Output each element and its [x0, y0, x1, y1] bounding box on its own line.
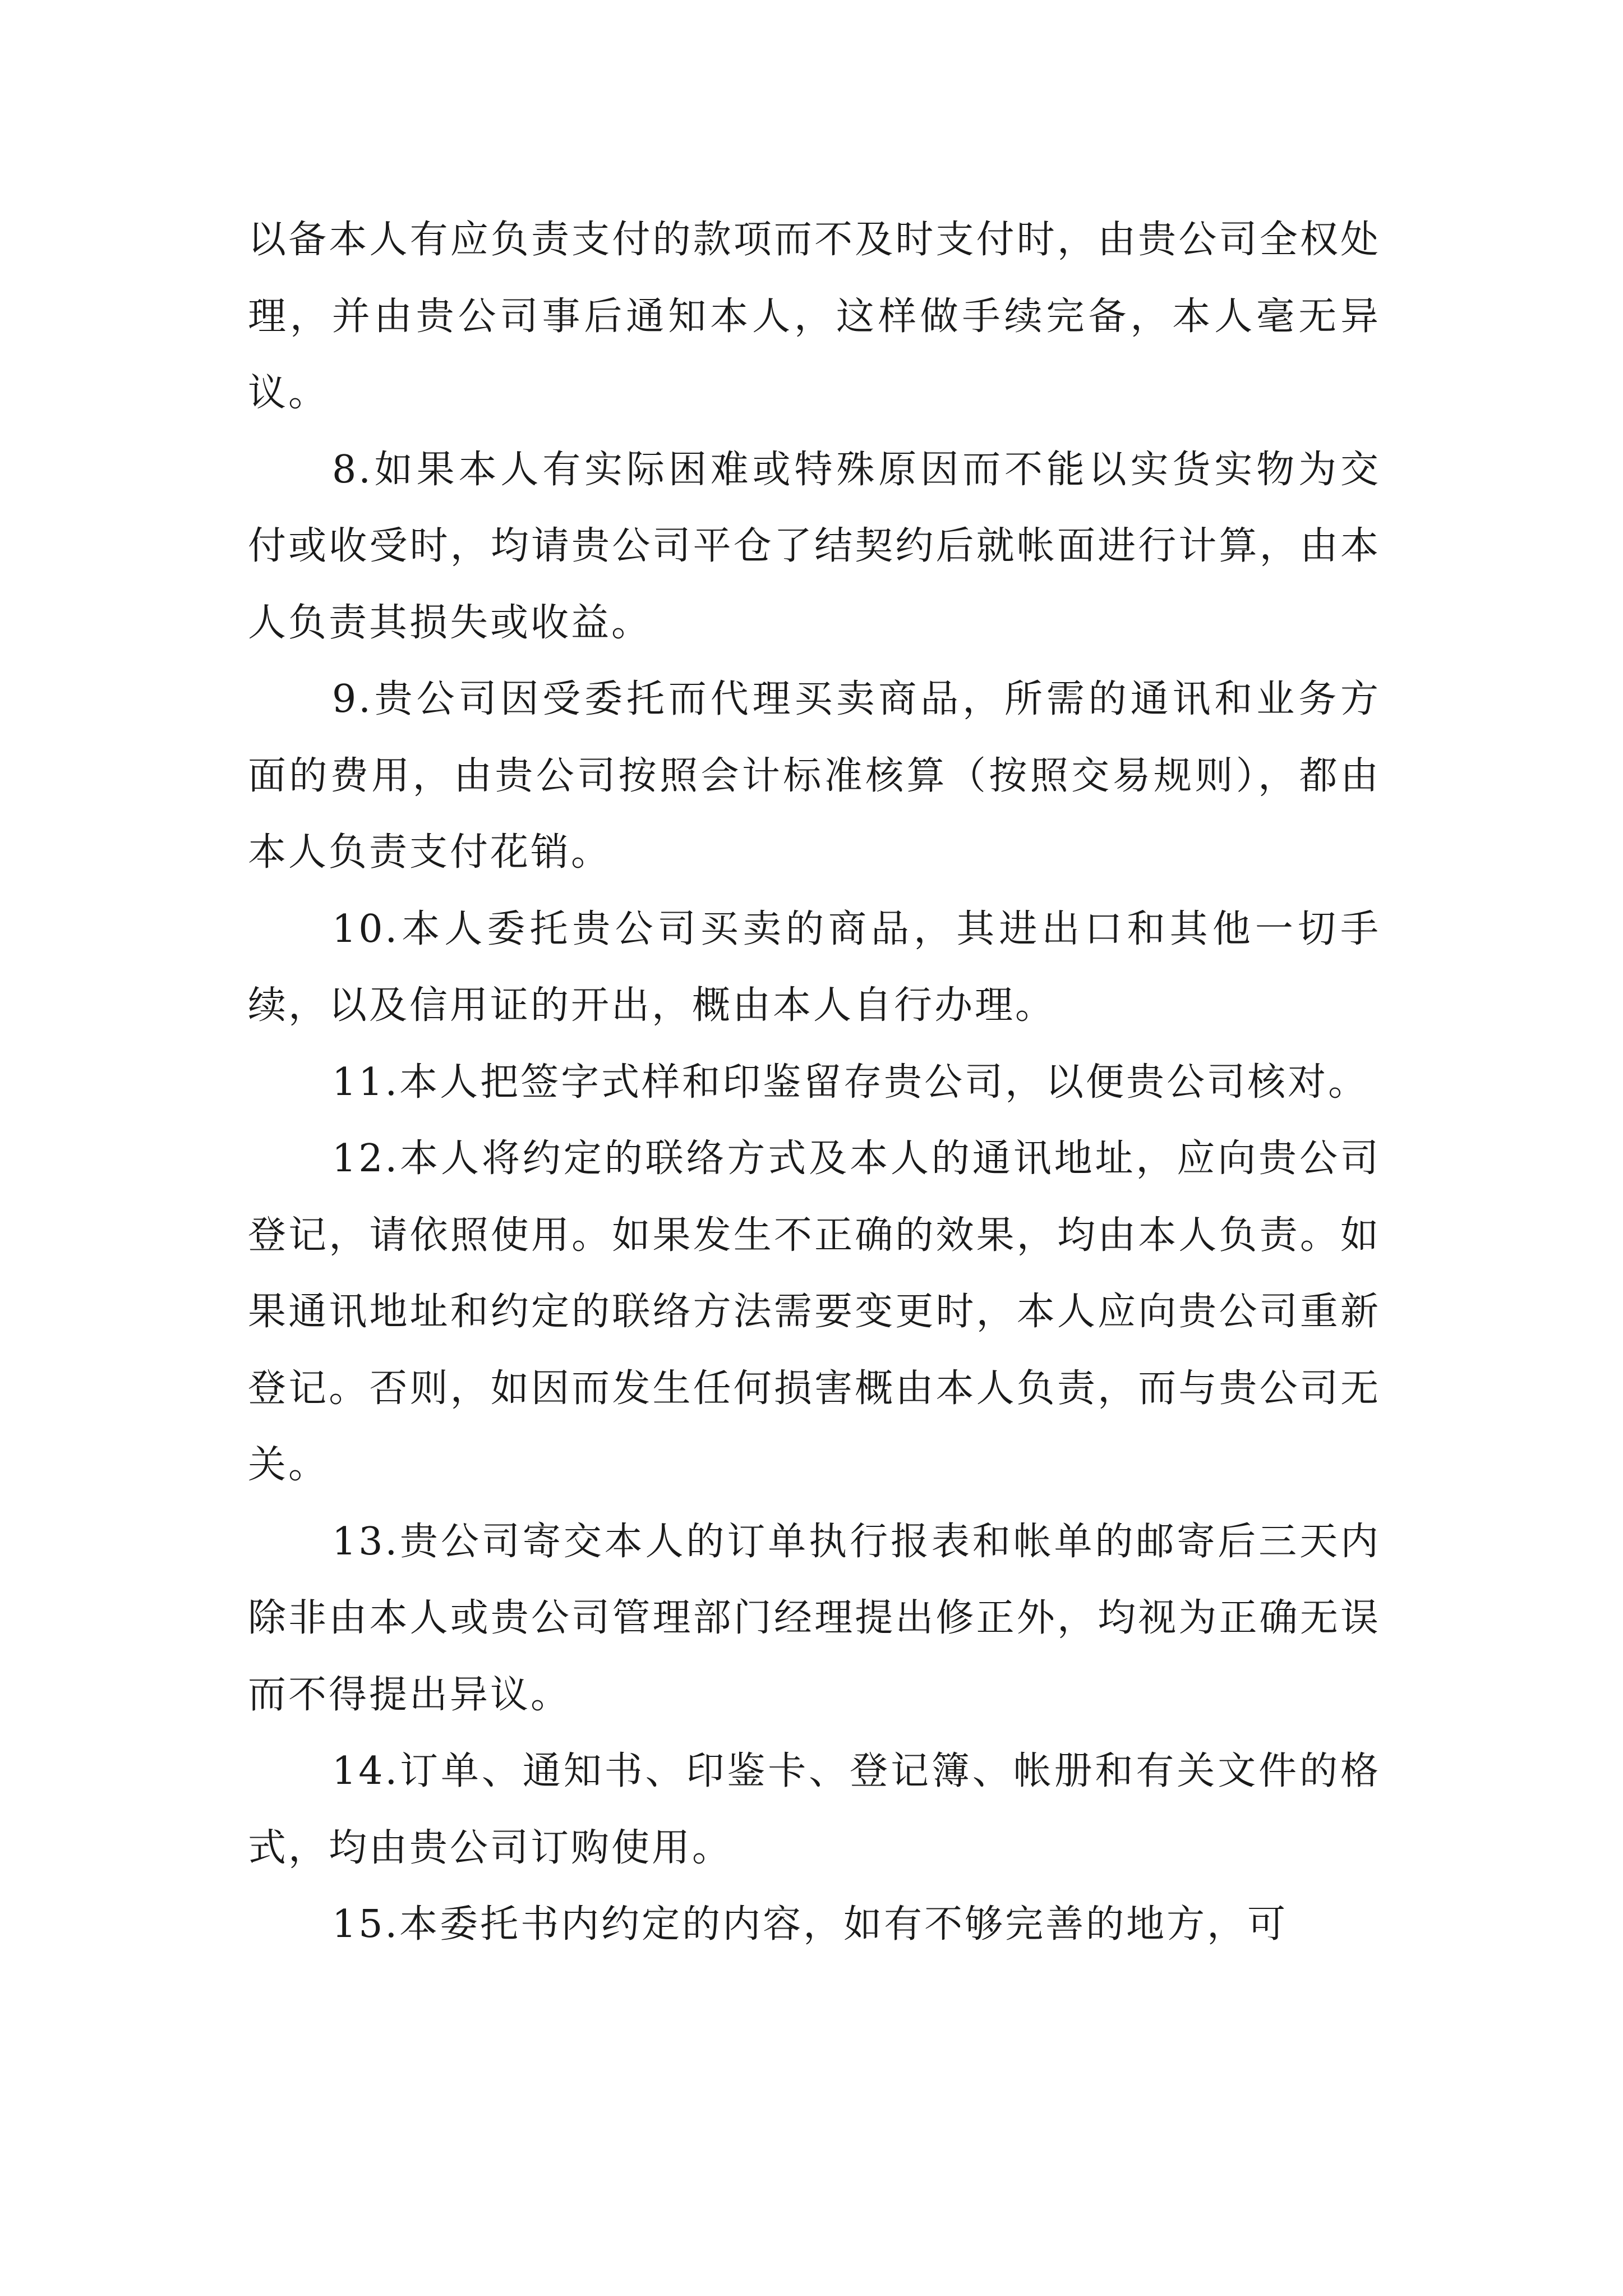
paragraph-clause-9: 9.贵公司因受委托而代理买卖商品，所需的通讯和业务方面的费用，由贵公司按照会计标准核算（按照交易规则），都由本人负责支付花销。 [248, 677, 1381, 875]
paragraph-clause-11: 11.本人把签字式样和印鉴留存贵公司，以便贵公司核对。 [332, 1060, 1369, 1105]
paragraph-clause-13: 13.贵公司寄交本人的订单执行报表和帐单的邮寄后三天内除非由本人或贵公司管理部门经理提出修正外，均视为正确无误而不得提出异议。 [248, 1519, 1381, 1717]
paragraph-continuation: 以备本人有应负责支付的款项而不及时支付时，由贵公司全权处理，并由贵公司事后通知本人，这样做手续完备，本人毫无异议。 [248, 218, 1381, 415]
paragraph-clause-10: 10.本人委托贵公司买卖的商品，其进出口和其他一切手续，以及信用证的开出，概由本人自行办理。 [248, 907, 1381, 1028]
paragraph-clause-14: 14.订单、通知书、印鉴卡、登记簿、帐册和有关文件的格式，均由贵公司订购使用。 [248, 1749, 1381, 1870]
paragraph-clause-12: 12.本人将约定的联络方式及本人的通讯地址，应向贵公司登记，请依照使用。如果发生不正确的效果，均由本人负责。如果通讯地址和约定的联络方法需要变更时，本人应向贵公司重新登记。否则，如因而发生任何损害概由本人负责，而与贵公司无关。 [248, 1137, 1381, 1487]
paragraph-clause-8: 8.如果本人有实际困难或特殊原因而不能以实货实物为交付或收受时，均请贵公司平仓了结契约后就帐面进行计算，由本人负责其损失或收益。 [248, 447, 1381, 645]
document-body [248, 202, 1381, 1963]
paragraph-clause-15: 15.本委托书内约定的内容，如有不够完善的地方，可 [332, 1902, 1288, 1947]
